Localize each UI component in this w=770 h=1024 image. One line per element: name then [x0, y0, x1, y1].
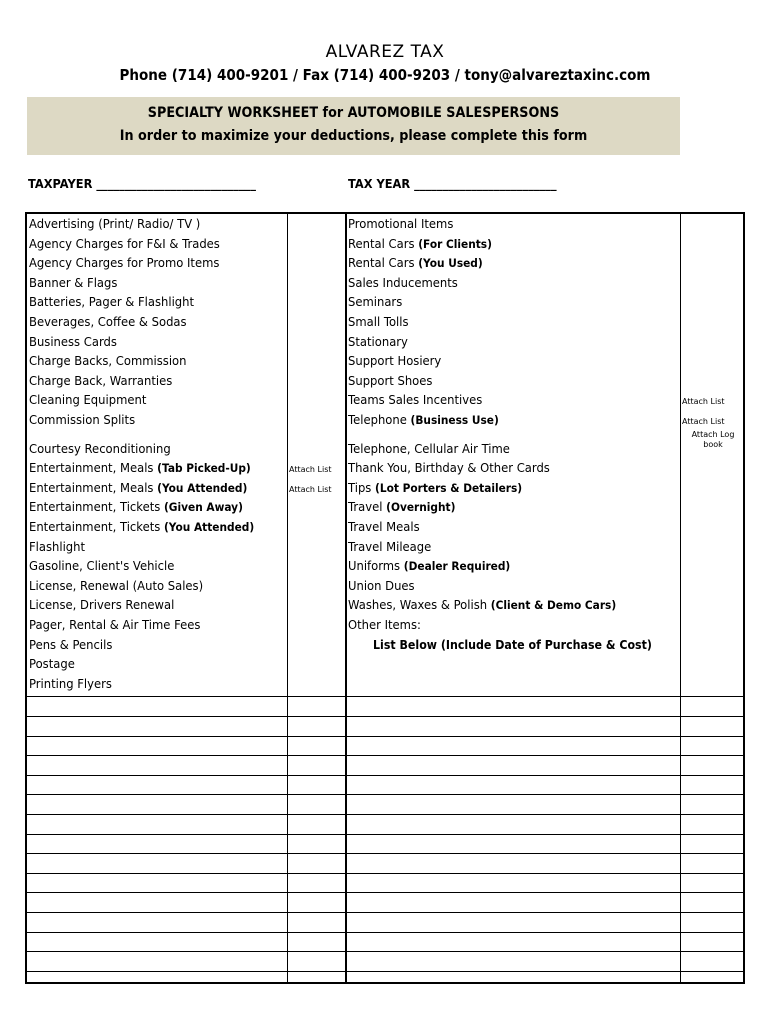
right-expense-item: [348, 335, 408, 349]
item-label: Support Shoes: [348, 372, 433, 388]
right-expense-item: [348, 276, 458, 290]
other-items-instruction: List Below (Include Date of Purchase & Cost): [373, 637, 652, 652]
blank-row-line: [27, 794, 743, 795]
item-qualifier: (Dealer Required): [400, 559, 511, 574]
item-label: Stationary: [348, 333, 408, 349]
blank-row-line: [27, 912, 743, 913]
company-title: ALVAREZ TAX: [325, 42, 445, 62]
left-expense-item: [29, 393, 146, 407]
right-expense-item: [348, 579, 415, 593]
deductions-table: [25, 212, 745, 984]
left-expense-item: [29, 276, 117, 290]
right-expense-item: [348, 315, 409, 329]
left-expense-item: [29, 500, 243, 514]
blank-row-line: [27, 932, 743, 933]
item-label: Telephone: [348, 412, 407, 427]
column-divider: [287, 214, 288, 982]
item-label: License, Renewal (Auto Sales): [29, 577, 204, 593]
item-label: Postage: [29, 656, 75, 672]
left-expense-item: [29, 520, 254, 534]
item-label: Flashlight: [29, 538, 86, 554]
item-label: Charge Back, Warranties: [29, 372, 173, 388]
blank-row-line: [27, 971, 743, 972]
left-expense-item: [29, 579, 203, 593]
left-expense-item: [29, 315, 187, 329]
taxpayer-field[interactable]: TAXPAYER ____________________________: [28, 177, 256, 191]
item-qualifier: (Business Use): [406, 413, 499, 427]
attach-note: Attach List: [682, 397, 725, 407]
blank-row-line: [27, 951, 743, 952]
right-expense-item: [348, 295, 402, 309]
right-expense-item: [348, 374, 432, 388]
item-qualifier: (You Attended): [153, 480, 248, 495]
item-label: Small Tolls: [348, 314, 409, 329]
item-label: Rental Cars: [348, 255, 415, 271]
right-expense-item: [348, 413, 499, 427]
right-expense-item: [348, 559, 510, 573]
item-label: Teams Sales Incentives: [348, 392, 483, 408]
attach-note: Attach List: [682, 417, 725, 426]
item-label: Entertainment, Meals: [29, 460, 154, 476]
right-expense-item: [348, 540, 431, 554]
item-label: Entertainment, Tickets: [29, 499, 161, 515]
item-label: Telephone, Cellular Air Time: [348, 440, 510, 456]
item-label: Commission Splits: [29, 412, 136, 427]
contact-line: Phone (714) 400-9201 / Fax (714) 400-9203 / tony@alvareztaxinc.com: [119, 66, 651, 84]
item-qualifier: (For Clients): [414, 236, 492, 251]
blank-row-line: [27, 834, 743, 835]
left-expense-item: [29, 217, 200, 231]
attach-note: Attach Log book: [691, 429, 735, 449]
blank-row-line: [27, 892, 743, 893]
item-label: Advertising (Print/ Radio/ TV ): [29, 216, 201, 231]
blank-row-line: [27, 755, 743, 756]
item-label: Pager, Rental & Air Time Fees: [29, 617, 201, 632]
item-label: Support Hosiery: [348, 353, 442, 369]
item-label: Travel Meals: [348, 519, 420, 534]
item-label: Entertainment, Tickets: [29, 519, 161, 534]
left-expense-item: [29, 540, 85, 554]
item-label: Courtesy Reconditioning: [29, 440, 171, 456]
right-expense-item: [348, 354, 441, 368]
item-label: Pens & Pencils: [29, 636, 113, 652]
left-expense-item: [29, 374, 172, 388]
blank-row-line: [27, 736, 743, 737]
left-expense-item: [29, 638, 112, 652]
item-label: Business Cards: [29, 333, 117, 349]
item-label: License, Drivers Renewal: [29, 597, 175, 613]
item-qualifier: (Lot Porters & Detailers): [371, 480, 523, 495]
right-expense-item: [348, 442, 510, 456]
item-qualifier: (You Used): [414, 256, 483, 271]
left-expense-item: [29, 442, 171, 456]
right-expense-item: [348, 500, 455, 514]
left-expense-item: [29, 413, 135, 427]
blank-row-line: [27, 853, 743, 854]
column-divider: [345, 214, 347, 982]
item-label: Entertainment, Meals: [29, 479, 154, 495]
item-label: Washes, Waxes & Polish: [348, 597, 488, 613]
left-expense-item: [29, 256, 219, 270]
banner-title: SPECIALTY WORKSHEET for AUTOMOBILE SALESPERSONS: [147, 105, 560, 121]
item-label: Travel Mileage: [348, 538, 432, 554]
item-qualifier: (Tab Picked-Up): [153, 461, 251, 476]
worksheet-banner: [27, 97, 680, 155]
blank-row-line: [27, 716, 743, 717]
tax-year-field[interactable]: TAX YEAR _________________________: [348, 177, 557, 191]
banner-subtitle: In order to maximize your deductions, please complete this form: [119, 128, 588, 144]
left-expense-item: [29, 461, 251, 475]
left-expense-item: [29, 598, 174, 612]
item-qualifier: (Overnight): [382, 500, 456, 515]
left-expense-item: [29, 237, 220, 251]
right-expense-item: [348, 256, 483, 270]
left-expense-item: [29, 354, 186, 368]
item-label: Promotional Items: [348, 216, 454, 231]
right-expense-item: [348, 393, 482, 407]
item-label: Sales Inducements: [348, 274, 458, 290]
item-label: Printing Flyers: [29, 675, 112, 691]
item-label: Batteries, Pager & Flashlight: [29, 294, 195, 310]
item-label: Cleaning Equipment: [29, 392, 147, 408]
left-expense-item: [29, 559, 174, 573]
left-expense-item: [29, 657, 75, 671]
item-qualifier: (Given Away): [160, 500, 243, 515]
right-expense-item: [348, 237, 492, 251]
right-expense-item: [348, 481, 522, 495]
right-expense-item: [348, 520, 420, 534]
item-label: Charge Backs, Commission: [29, 353, 187, 369]
item-label: Uniforms: [348, 558, 401, 574]
left-expense-item: [29, 295, 194, 309]
item-label: Banner & Flags: [29, 274, 118, 290]
blank-row-line: [27, 696, 743, 697]
item-label: Rental Cars: [348, 235, 415, 251]
item-label: Tips: [348, 479, 372, 495]
attach-note: Attach List: [289, 465, 332, 475]
item-label: Union Dues: [348, 577, 415, 593]
item-label: Travel: [348, 499, 383, 515]
item-label: Agency Charges for F&I & Trades: [29, 235, 220, 251]
item-label: Thank You, Birthday & Other Cards: [348, 460, 550, 476]
blank-row-line: [27, 814, 743, 815]
right-expense-item: [348, 461, 550, 475]
left-expense-item: [29, 481, 247, 495]
blank-row-line: [27, 775, 743, 776]
item-label: Seminars: [348, 294, 403, 310]
item-label: Agency Charges for Promo Items: [29, 255, 220, 271]
column-divider: [680, 214, 681, 982]
left-expense-item: [29, 677, 112, 691]
left-expense-item: [29, 335, 117, 349]
right-expense-item: [348, 618, 421, 632]
attach-note: Attach List: [289, 484, 332, 494]
left-expense-item: [29, 618, 200, 632]
item-qualifier: (Client & Demo Cars): [487, 598, 617, 613]
item-label: Gasoline, Client's Vehicle: [29, 558, 175, 574]
item-label: Beverages, Coffee & Sodas: [29, 314, 187, 329]
item-qualifier: (You Attended): [160, 520, 255, 534]
blank-row-line: [27, 873, 743, 874]
item-label: Other Items:: [348, 617, 421, 632]
right-expense-item: [348, 598, 616, 612]
right-expense-item: [348, 217, 453, 231]
